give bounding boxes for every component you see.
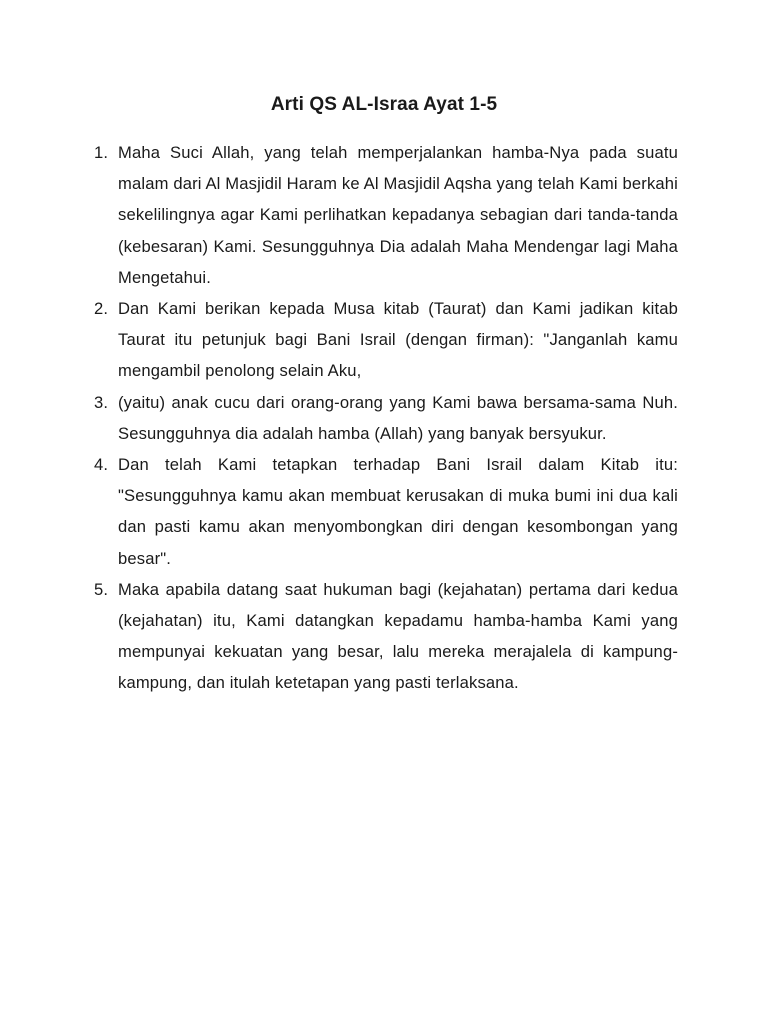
verse-item-5: [94, 574, 678, 699]
verse-item-4: [94, 449, 678, 574]
verse-item-1: [94, 137, 678, 293]
verse-number: 2.: [94, 299, 109, 319]
verse-text: (yaitu) anak cucu dari orang-orang yang Kami bawa bersama-sama Nuh. Sesungguhnya dia adalah hamba (Allah) yang banyak bersyukur.: [118, 392, 678, 443]
verse-number: 5.: [94, 579, 109, 599]
verse-item-3: [94, 387, 678, 449]
verse-number: 3.: [94, 392, 109, 412]
verse-item-2: [94, 293, 678, 387]
verse-text: Maha Suci Allah, yang telah memperjalankan hamba-Nya pada suatu malam dari Al Masjidil Haram ke Al Masjidil Aqsha yang telah Kami berkahi sekelilingnya agar Kami perlihatkan kepadanya sebagian dari tanda-tanda (kebesaran) Kami. Sesungguhnya Dia adalah Maha Mendengar lagi Maha Mengetahui.: [118, 143, 678, 287]
verse-number: 4.: [94, 455, 109, 475]
document-title: Arti QS AL-Israa Ayat 1-5: [270, 94, 498, 115]
verse-text: Dan Kami berikan kepada Musa kitab (Taurat) dan Kami jadikan kitab Taurat itu petunjuk bagi Bani Israil (dengan firman): "Janganlah kamu mengambil penolong selain Aku,: [118, 299, 678, 381]
verse-text: Maka apabila datang saat hukuman bagi (kejahatan) pertama dari kedua (kejahatan) itu, Kami datangkan kepadamu hamba-hamba Kami yang mempunyai kekuatan yang besar, lalu mereka merajalela di kampung-kampung, dan itulah ketetapan yang pasti terlaksana.: [118, 579, 678, 693]
verse-text: Dan telah Kami tetapkan terhadap Bani Israil dalam Kitab itu: "Sesungguhnya kamu akan membuat kerusakan di muka bumi ini dua kali dan pasti kamu akan menyombongkan diri dengan kesombongan yang besar".: [118, 455, 678, 568]
verse-number: 1.: [94, 143, 109, 162]
verse-list: [94, 137, 678, 699]
